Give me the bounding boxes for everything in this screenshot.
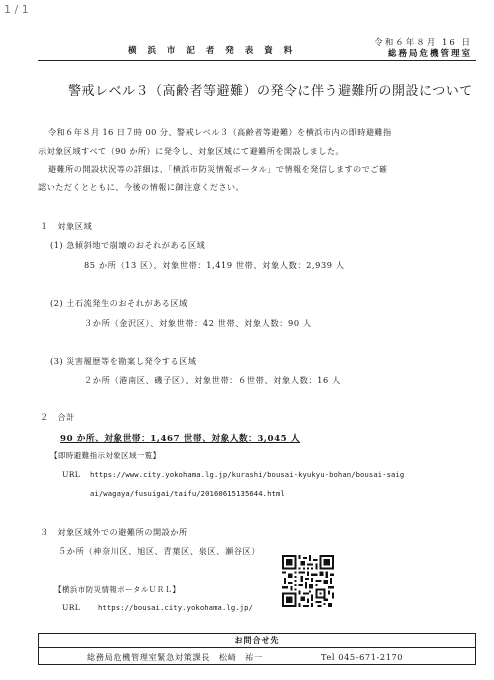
section3-heading: ３ 対象区域外での避難所の開設か所: [40, 527, 188, 537]
intro-line-4: 認いただくとともに、今後の情報に御注意ください。: [38, 182, 245, 192]
section1-item3-detail: ２か所（港南区、磯子区）、対象世帯：６世帯、対象人数：16 人: [84, 375, 341, 385]
section1-item2-detail: ３か所（金沢区）、対象世帯：42 世帯、対象人数：90 人: [84, 318, 312, 328]
section1-heading: １ 対象区域: [40, 221, 93, 231]
section1-item2-label: (2) 土石流発生のおそれがある区域: [50, 298, 188, 308]
portal-qr-code: [282, 555, 334, 607]
header-rule: [38, 60, 476, 61]
contact-heading: お問合せ先: [39, 634, 475, 648]
evacuation-list-title: 【即時避難指示対象区域一覧】: [50, 451, 161, 460]
portal-url-label: URL: [62, 603, 81, 612]
issuing-department: 総務局危機管理室: [387, 49, 472, 59]
contact-box: [38, 633, 476, 665]
section2-heading: ２ 合計: [40, 412, 75, 422]
press-release-label: 横 浜 市 記 者 発 表 資 料: [128, 46, 297, 56]
page-counter: 1 / 1: [4, 3, 29, 16]
evacuation-list-url-cont[interactable]: ai/wagaya/fusuigai/taifu/20160615135644.html: [90, 489, 285, 498]
contact-phone: Tel 045-671-2170: [321, 652, 404, 662]
section3-detail: ５か所（神奈川区、旭区、青葉区、泉区、瀬谷区）: [58, 546, 261, 556]
total-summary: 90 か所、対象世帯：1,467 世帯、対象人数：3,045 人: [60, 434, 301, 444]
evacuation-list-url[interactable]: https://www.city.yokohama.lg.jp/kurashi/bousai-kyukyu-bohan/bousai-saig: [90, 470, 405, 479]
contact-body: [39, 649, 475, 665]
intro-line-3: 避難所の開設状況等の詳細は、「横浜市防災情報ポータル」で情報を発信しますのでご確: [48, 164, 388, 174]
document-title: 警戒レベル３（高齢者等避難）の発令に伴う避難所の開設について: [68, 84, 473, 99]
intro-line-1: 令和６年８月 16 日７時 00 分、警戒レベル３（高齢者等避難）を横浜市内の即時避難指: [48, 127, 392, 137]
portal-url[interactable]: https://bousai.city.yokohama.lg.jp/: [98, 603, 253, 612]
section1-item1-detail: 85 か所（13 区）、対象世帯：1,419 世帯、対象人数：2,939 人: [84, 260, 345, 270]
portal-url-title: 【横浜市防災情報ポータルＵＲＬ】: [54, 585, 181, 594]
section1-item3-label: (3) 災害履歴等を勘案し発令する区域: [50, 356, 197, 366]
intro-line-2: 示対象区域すべて（90 か所）に発令し、対象区域にて避難所を開設しました。: [38, 146, 345, 156]
section1-item1-label: (1) 急傾斜地で崩壊のおそれがある区域: [50, 240, 206, 250]
contact-person: 総務局危機管理室緊急対策課長 松﨑 祐一: [87, 652, 263, 662]
list-url-label: URL: [62, 470, 81, 479]
release-date: 令和６年８月 16 日: [374, 38, 472, 48]
